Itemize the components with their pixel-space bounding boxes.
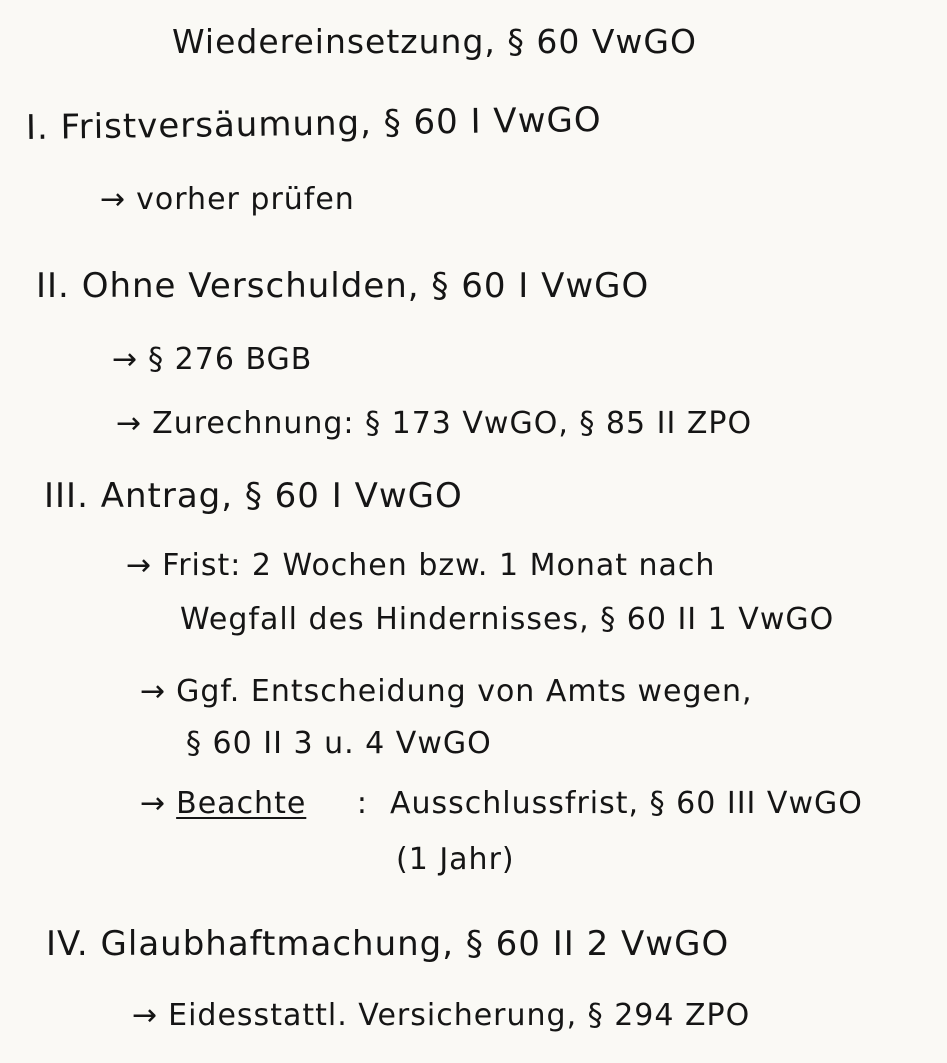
arrow-icon: → bbox=[140, 786, 167, 821]
item-text: Ggf. Entscheidung von Amts wegen, bbox=[176, 674, 753, 709]
arrow-icon: → bbox=[126, 548, 153, 583]
section-2-numeral: II. bbox=[36, 266, 70, 306]
beachte-label: Beachte bbox=[176, 786, 307, 821]
section-2-title: Ohne Verschulden, § 60 I VwGO bbox=[81, 266, 650, 306]
section-3-numeral: III. bbox=[44, 476, 89, 516]
section-3-item-3-text: Ausschlussfrist, § 60 III VwGO bbox=[390, 786, 863, 821]
item-text: § 276 BGB bbox=[148, 342, 313, 377]
arrow-icon: → bbox=[112, 342, 139, 377]
section-2-item-1 bbox=[112, 340, 312, 380]
section-3-title: Antrag, § 60 I VwGO bbox=[100, 476, 463, 516]
section-3-item-3-continuation: (1 Jahr) bbox=[396, 842, 515, 877]
section-3-item-1-continuation: Wegfall des Hindernisses, § 60 II 1 VwGO bbox=[180, 602, 835, 637]
section-4-title: Glaubhaftmachung, § 60 II 2 VwGO bbox=[100, 924, 730, 964]
section-3-item-2-continuation: § 60 II 3 u. 4 VwGO bbox=[186, 726, 492, 761]
section-1-item-1 bbox=[100, 180, 355, 220]
section-1-title: Fristversäumung, § 60 I VwGO bbox=[60, 99, 602, 148]
section-1-heading bbox=[26, 100, 602, 148]
section-2-item-2 bbox=[116, 404, 752, 444]
section-4-item-1 bbox=[132, 996, 750, 1036]
item-text: Frist: 2 Wochen bzw. 1 Monat nach bbox=[162, 548, 716, 583]
item-text: Eidesstattl. Versicherung, § 294 ZPO bbox=[168, 998, 751, 1033]
separator-colon: : bbox=[356, 786, 368, 821]
arrow-icon: → bbox=[132, 998, 159, 1033]
section-2-heading bbox=[36, 266, 649, 306]
section-3-item-2 bbox=[140, 672, 753, 712]
arrow-icon: → bbox=[100, 182, 127, 217]
section-1-numeral: I. bbox=[25, 107, 50, 148]
section-3-heading bbox=[44, 476, 463, 516]
section-4-numeral: IV. bbox=[46, 924, 89, 964]
note-title: Wiedereinsetzung, § 60 VwGO bbox=[172, 22, 697, 61]
arrow-icon: → bbox=[140, 674, 167, 709]
arrow-icon: → bbox=[116, 406, 143, 441]
item-text: vorher prüfen bbox=[136, 182, 355, 217]
section-4-heading bbox=[46, 924, 729, 964]
section-3-item-3 bbox=[140, 784, 368, 824]
section-3-item-1 bbox=[126, 546, 715, 586]
item-text: Zurechnung: § 173 VwGO, § 85 II ZPO bbox=[152, 406, 753, 441]
